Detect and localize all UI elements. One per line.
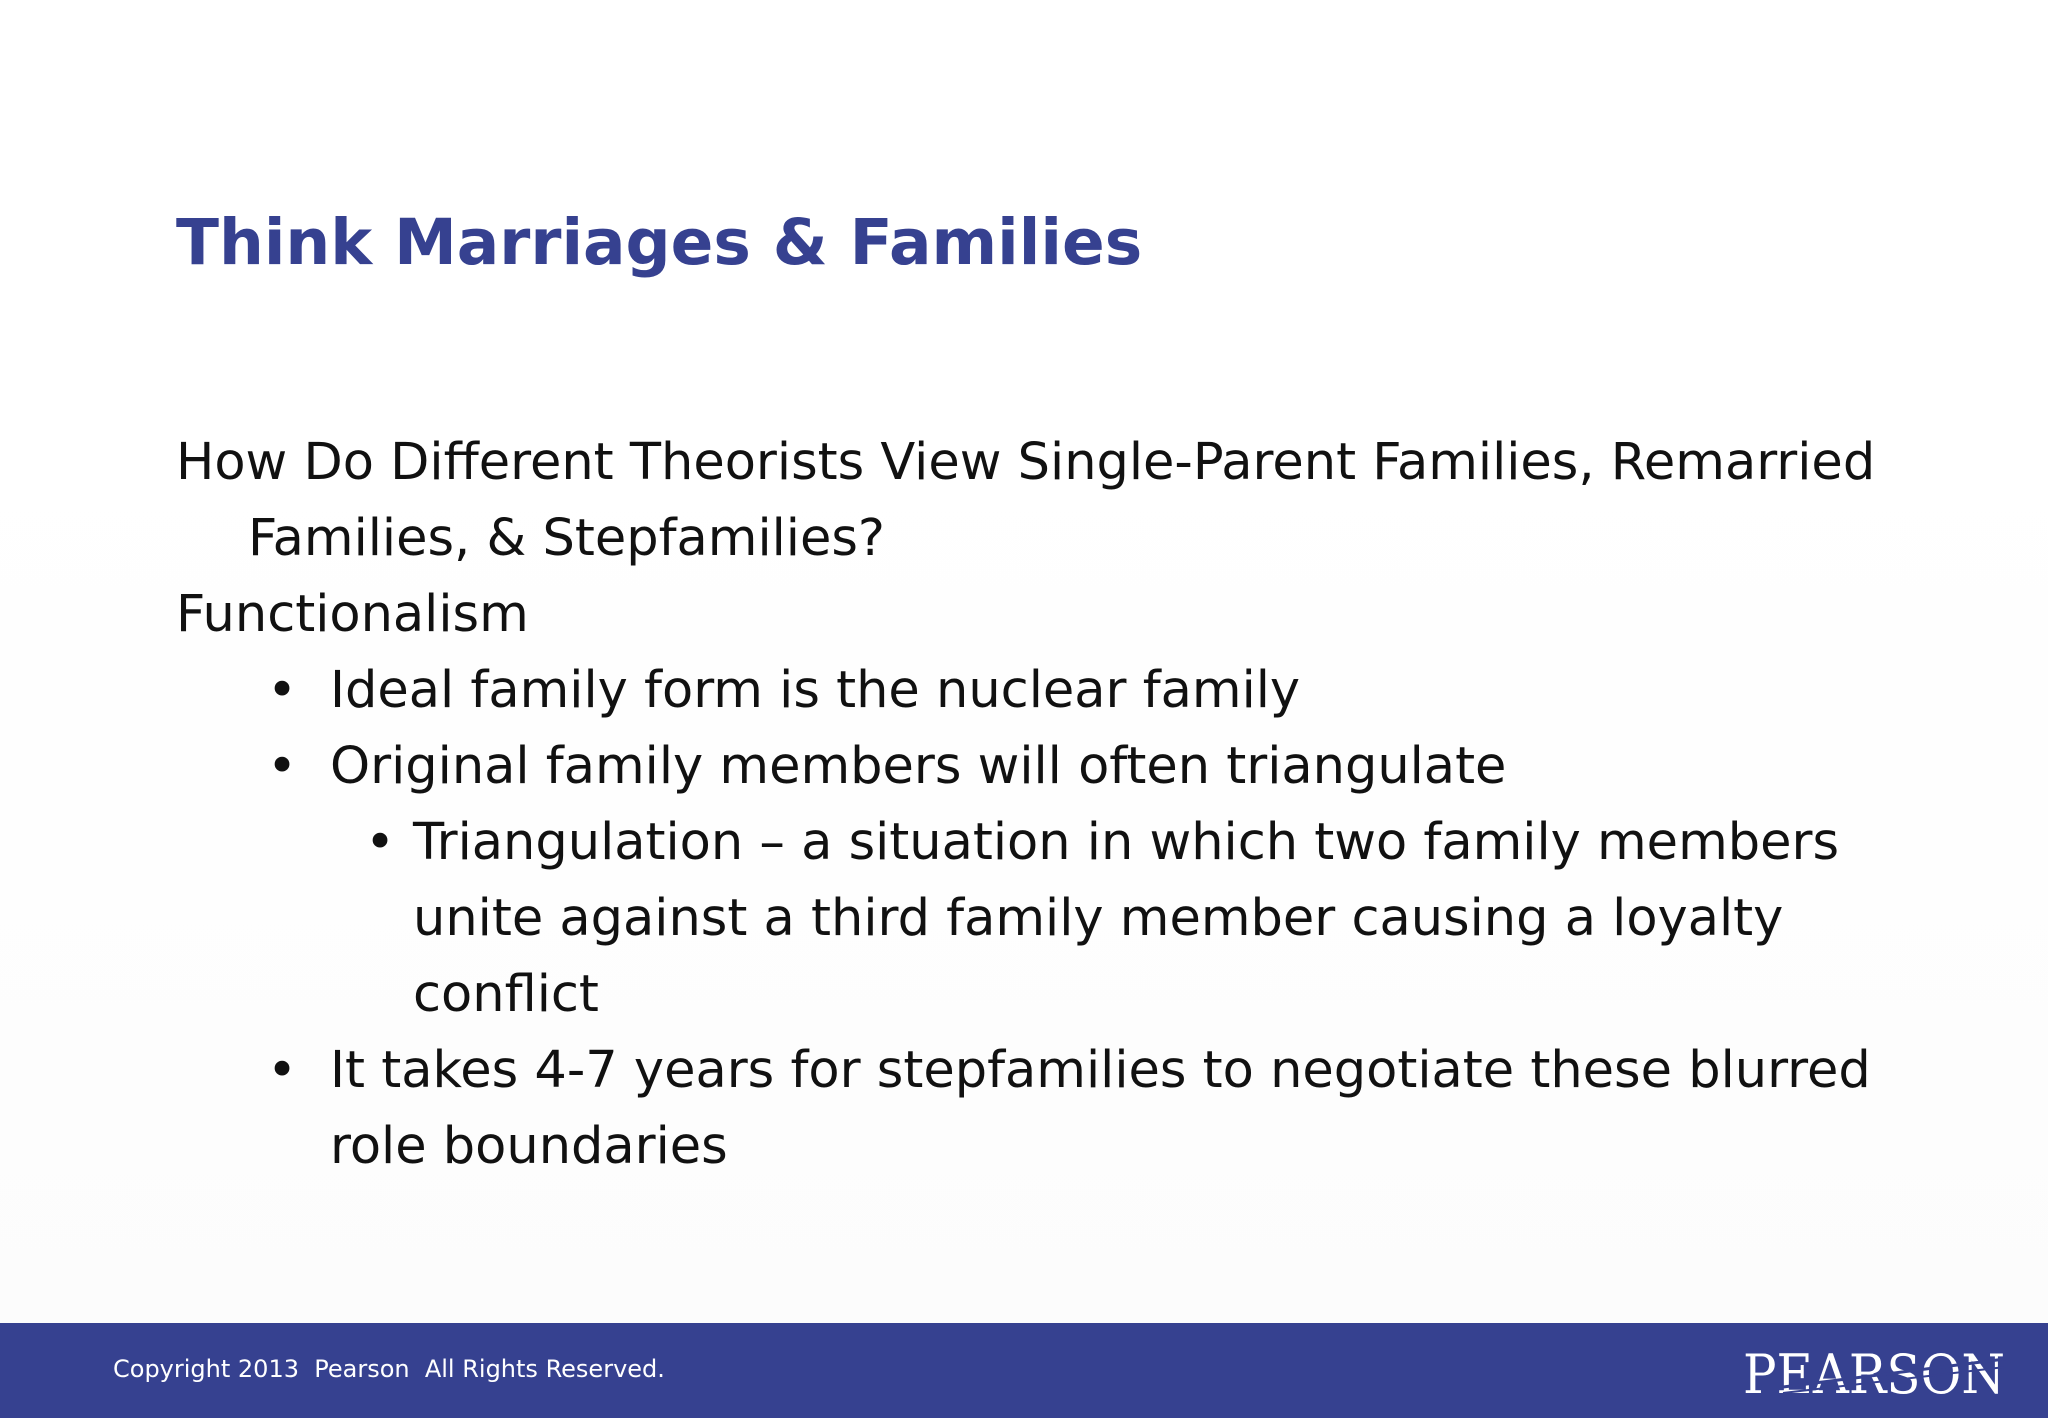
- bullet-text: It takes 4-7 years for stepfamilies to negotiate these blurred role boundaries: [330, 1041, 1871, 1176]
- bullet-icon: •: [267, 1041, 298, 1100]
- bullet-icon: •: [267, 661, 298, 720]
- pearson-logo-text: PEARSON: [1743, 1343, 2005, 1403]
- sub-bullet-icon: •: [365, 813, 396, 872]
- bullet-item: [176, 1033, 1896, 1185]
- slide-body: [176, 425, 1896, 1185]
- sub-bullet-item: [176, 805, 1896, 1033]
- bullet-item: [176, 729, 1896, 805]
- bullet-item: [176, 653, 1896, 729]
- question-text: How Do Different Theorists View Single-Parent Families, Remarried Families, & Stepfamilies?: [176, 433, 1876, 568]
- bullet-text: Original family members will often triangulate: [330, 737, 1507, 796]
- copyright-text: Copyright 2013 Pearson All Rights Reserved.: [113, 1355, 665, 1383]
- sub-bullet-text: Triangulation – a situation in which two family members unite against a third family member causing a loyalty conflict: [413, 813, 1840, 1024]
- footer-bar: [0, 1323, 2048, 1418]
- pearson-logo: [1743, 1341, 2008, 1403]
- bullet-text: Ideal family form is the nuclear family: [330, 661, 1301, 720]
- section-heading: Functionalism: [176, 585, 529, 644]
- pearson-logo-icon: [1743, 1341, 2008, 1403]
- slide-title: Think Marriages & Families: [176, 206, 1143, 279]
- bullet-icon: •: [267, 737, 298, 796]
